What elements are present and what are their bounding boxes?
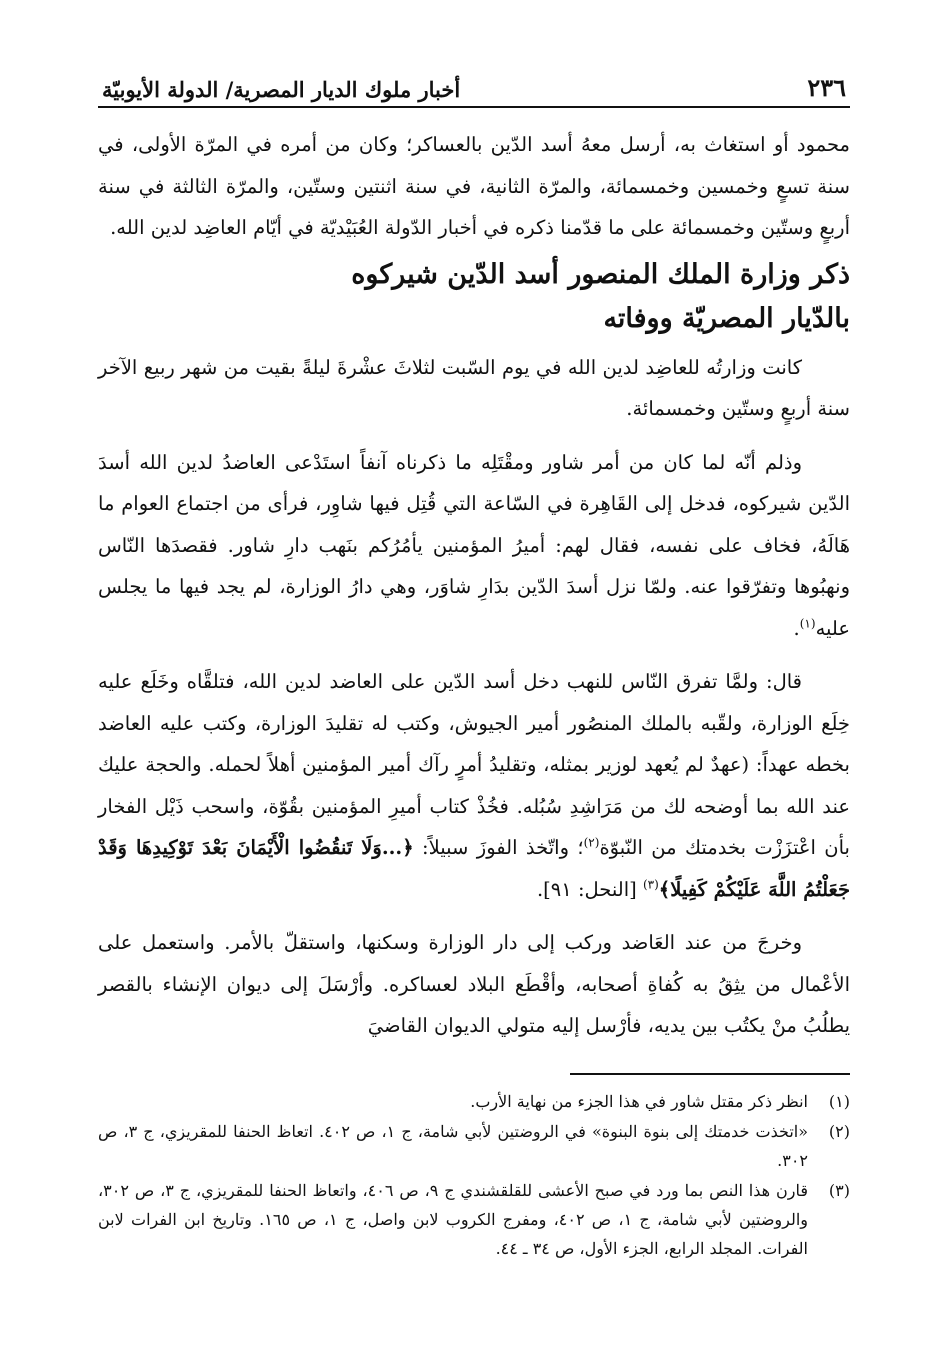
footnote-ref-3[interactable]: (٣) bbox=[642, 877, 659, 891]
paragraph-1: محمود أو استغاث به، أرسل معهُ أسد الدّين بالعساكر؛ وكان من أمره في المرّة الأولى، في سنة تسعٍ وخمسين وخمسمائة، والمرّة الثانية، في سنة اثنتين وستّين، والمرّة الثالثة في سنة أربعٍ وستّين وخمسمائة على ما قدّمنا ذكره في أخبار الدّولة العُبَيْديّة في أيّام العاضِد لدين الله. bbox=[98, 133, 850, 239]
book-page bbox=[98, 62, 850, 1264]
section-heading-line-2: بالدّيار المصريّة ووفاته bbox=[603, 302, 850, 334]
page-number: ٢٣٦ bbox=[807, 73, 846, 102]
footnote-divider bbox=[570, 1073, 850, 1075]
paragraph-3-end: . bbox=[793, 616, 800, 640]
running-header bbox=[98, 62, 850, 108]
footnote-ref-1[interactable]: (١) bbox=[799, 616, 816, 630]
paragraph-3-text: وذلم أنّه لما كان من أمر شاور ومقْتَلِه ما ذكرناه آنفاً استَدْعى العاضدُ لدين الله أسدَ الدّين شيركوه، فدخل إلى القَاهِرة في السّاعة التي قُتِل فيها شاوِر، فرأى من اجتماع العوام ما هَالَهُ، فخاف على نفسه، فقال لهم: أميرُ المؤمنين يأمُرُكم بنَهب دارِ شاور. فقصدَها النّاس ونهبُوها وتفرّقوا عنه. ولمّا نزل أسدَ الدّين بدَارِ شاوَر، وهي دارُ الوزارة، لم يجد فيها ما يجلس عليه bbox=[98, 450, 850, 640]
footnote-number: (٢) bbox=[828, 1121, 850, 1141]
footnote-ref-2[interactable]: (٢) bbox=[583, 835, 600, 850]
footnotes bbox=[98, 1087, 850, 1263]
running-title: أخبار ملوك الديار المصرية/ الدولة الأيوبيّة bbox=[102, 77, 461, 102]
footnote-3 bbox=[98, 1176, 850, 1263]
footnote-1 bbox=[98, 1087, 850, 1116]
section-heading bbox=[98, 253, 850, 341]
footnote-2 bbox=[98, 1117, 850, 1175]
section-heading-line-1: ذكر وزارة الملك المنصور أسد الدّين شيركوه bbox=[351, 258, 850, 290]
footnote-text: قارن هذا النص بما ورد في صبح الأعشى للقلقشندي ج ٩، ص ٤٠٦، واتعاظ الحنفا للمقريزي، ج ٣، ص ٣٠٢، والروضتين لأبي شامة، ج ١، ص ٤٠٢، ومفرج الكروب لابن واصل، ج ١، ص ١٦٥. وتاريخ ابن الفرات لابن الفرات. المجلد الرابع، الجزء الأول، ص ٣٤ ـ ٤٤. bbox=[98, 1180, 809, 1258]
paragraph-2: كانت وزارتُه للعاضِد لدين الله في يوم السّبت لثلاثَ عشْرةَ ليلةً بقيت من شهر ربيع الآخر سنة أربعٍ وستّين وخمسمائة. bbox=[98, 355, 850, 420]
paragraph-5: وخرجَ من عند العَاضد وركب إلى دار الوزارة وسكنها، واستقلّ بالأمر. واستعمل على الأعْمال من يثِقُ به كُفاةِ أصحابه، وأقْطَع البلاد لعساكره. وأرْسَلَ إلى ديوان الإنشاء بالقصر يطلُبُ منْ يكتُب بين يديه، فأرْسل إليه متولي الديوان القاضيَ bbox=[98, 931, 850, 1037]
footnote-number: (١) bbox=[828, 1091, 850, 1111]
footnote-number: (٣) bbox=[828, 1180, 850, 1200]
paragraph-4-text: قال: ولمَّا تفرق النّاس للنهب دخل أسد الدّين على العاضد لدين الله، فتلقَّاه وخَلَع عليه خِلَع الوزارة، ولقّبه بالملك المنصُور أمير الجيوش، وكتب له تقليدَ الوزارة، وكتب عليه العاضد بخطه عهداً: (عهدٌ لم يُعهد لوزير بمثله، وتقليدُ أمرٍ رآك أمير المؤمنين أهلاً لحمله. والحجة عليك عند الله بما أوضحه لك من مَرَاشِدِ سُبُله. فخُذْ كتاب أميرِ المؤمنين بقُوّة، واسحب ذَيْل الفخار بأن اعْتزَزْت بخدمتك من النّبوّة bbox=[98, 670, 850, 859]
paragraph-4-mid: ؛ واتّخذ الفوزَ سبيلاً: bbox=[422, 836, 584, 859]
footnote-text: انظر ذكر مقتل شاور في هذا الجزء من نهاية الأرب. bbox=[470, 1091, 808, 1111]
paragraph-3 bbox=[98, 442, 850, 650]
quran-verse: ﴿...وَلَا تَنقُضُوا الْأَيْمَانَ بَعْدَ تَوْكِيدِهَا وَقَدْ جَعَلْتُمُ اللَّهَ عَلَيْكُمْ كَفِيلًا﴾ bbox=[98, 836, 850, 901]
body-text bbox=[98, 124, 850, 1047]
footnote-text: «اتخذت خدمتك إلى بنوة البنوة» في الروضتين لأبي شامة، ج ١، ص ٤٠٢. اتعاظ الحنفا للمقريزي، ج ٣، ص ٣٠٢. bbox=[98, 1121, 809, 1170]
paragraph-4 bbox=[98, 661, 850, 910]
quran-reference: [النحل: ٩١]. bbox=[536, 877, 637, 901]
